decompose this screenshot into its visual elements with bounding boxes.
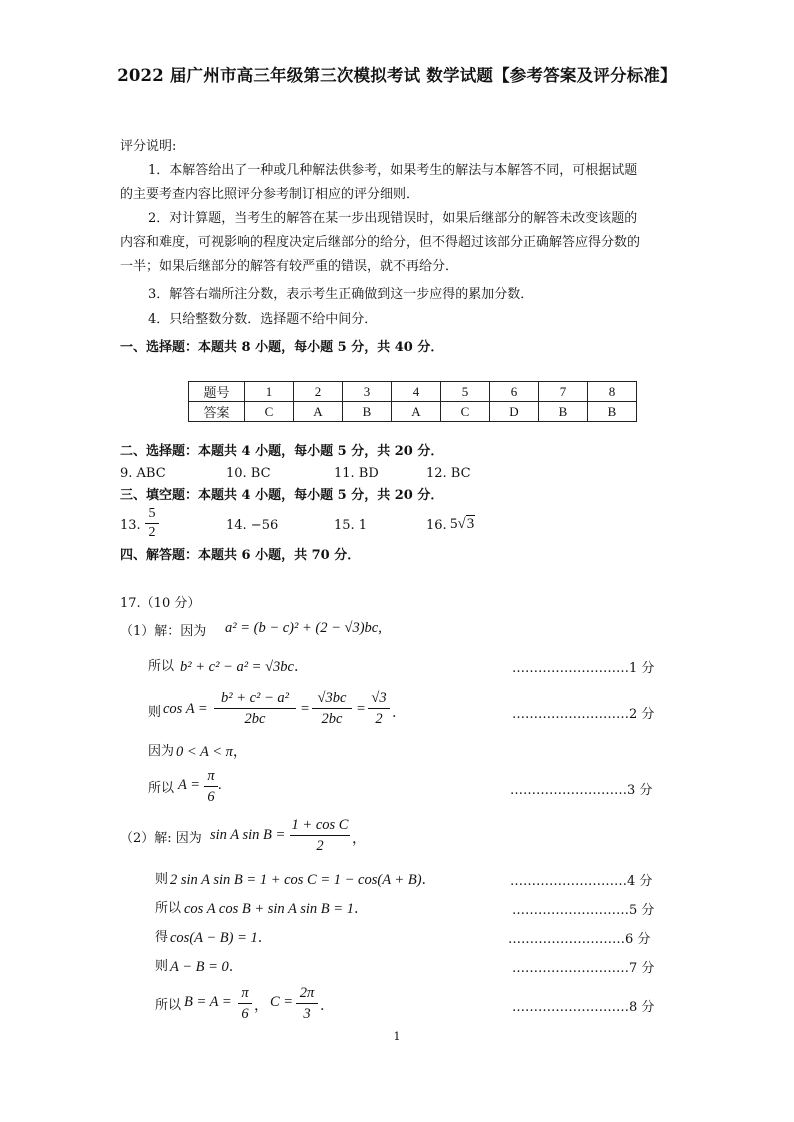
table-cell: 6 (490, 382, 539, 402)
answer-14: 14. −56 (226, 518, 279, 533)
answer-13-fraction (145, 505, 159, 542)
table-cell: B (539, 402, 588, 422)
section2-heading: 二、选择题：本题共 4 小题，每小题 5 分，共 20 分． (120, 444, 444, 459)
table-cell: 3 (343, 382, 392, 402)
note-2-line-3: 一半；如果后继部分的解答有较严重的错误，就不再给分． (120, 259, 459, 274)
table-cell: B (343, 402, 392, 422)
answer-table (188, 381, 637, 422)
period: . (218, 777, 222, 793)
table-cell: 5 (441, 382, 490, 402)
score-mark-3: ………………………3 分 (510, 783, 653, 798)
table-cell: A (294, 402, 343, 422)
radicand: 3 (466, 516, 475, 532)
q17-step5-fraction-2: 2π 3 (296, 983, 318, 1024)
table-cell: 7 (539, 382, 588, 402)
q17-line1-equation: b² + c² − a² = √3bc． (180, 659, 309, 675)
table-cell: A (392, 402, 441, 422)
q17-part1-label: （1）解：因为 (120, 624, 207, 639)
section3-heading: 三、填空题：本题共 4 小题，每小题 5 分，共 20 分． (120, 488, 444, 503)
q17-step4-equation: A − B = 0． (170, 959, 244, 975)
comma: ， (254, 998, 269, 1014)
table-cell: D (490, 402, 539, 422)
score-mark-8: ………………………8 分 (512, 1000, 655, 1015)
notes-heading: 评分说明: (120, 139, 177, 154)
page-title: 2022 届广州市高三年级第三次模拟考试 数学试题【参考答案及评分标准】 (117, 66, 677, 85)
table-cell: 4 (392, 382, 441, 402)
q17-line2-lhs: cos A = (163, 701, 208, 717)
q17-header: 17.（10 分） (120, 596, 201, 611)
score-mark-4: ………………………4 分 (510, 874, 653, 889)
score-mark-2: ………………………2 分 (512, 707, 655, 722)
page-number: 1 (393, 1030, 401, 1043)
q17-step4-prefix: 则 (155, 959, 169, 974)
radical-coefficient: 5 (450, 516, 458, 532)
answer-13-label: 13. (120, 518, 141, 533)
answer-11: 11. BD (334, 466, 379, 481)
answer-10: 10. BC (226, 466, 271, 481)
q17-step1-equation: 2 sin A sin B = 1 + cos C = 1 − cos(A + B)． (170, 872, 437, 888)
q17-step1-prefix: 则 (155, 872, 169, 887)
fraction-numerator: 5 (148, 506, 156, 521)
table-header-answer: 答案 (189, 402, 245, 422)
q17-line1-prefix: 所以 (148, 659, 175, 674)
sqrt-icon: √ (457, 516, 466, 532)
q17-part1-equation: a² = (b − c)² + (2 − √3)bc, (225, 620, 382, 636)
table-cell: 8 (588, 382, 637, 402)
q17-step3-prefix: 得 (155, 930, 169, 945)
note-1-line-1: 1．本解答给出了一种或几种解法供参考，如果考生的解法与本解答不同，可根据试题 (148, 163, 638, 178)
table-cell: C (245, 402, 294, 422)
table-cell: 1 (245, 382, 294, 402)
answer-12: 12. BC (426, 466, 471, 481)
q17-fraction-1: b² + c² − a² 2bc (214, 688, 296, 729)
q17-step3-equation: cos(A − B) = 1． (170, 930, 273, 946)
note-2-line-1: 2．对计算题，当考生的解答在某一步出现错误时，如果后继部分的解答未改变该题的 (148, 211, 638, 226)
q17-line3-equation: 0 < A < π， (176, 744, 248, 760)
score-mark-6: ………………………6 分 (508, 932, 651, 947)
table-row-numbers (189, 382, 637, 402)
q17-fraction-2: √3bc 2bc (312, 688, 352, 729)
equals-sign: = (356, 701, 366, 717)
q17-step5-fraction-1: π 6 (238, 983, 252, 1024)
table-cell: 2 (294, 382, 343, 402)
fraction-denominator: 2 (145, 523, 159, 542)
table-header-number: 题号 (189, 382, 245, 402)
q17-line4-fraction: π 6 (204, 766, 218, 807)
q17-step2-equation: cos A cos B + sin A sin B = 1． (184, 901, 369, 917)
period: ． (392, 705, 407, 721)
q17-line2-prefix: 则 (148, 705, 162, 720)
q17-step5-c: C = (270, 994, 294, 1010)
table-row-answers (189, 402, 637, 422)
q17-step2-prefix: 所以 (155, 901, 182, 916)
note-2-line-2: 内容和难度，可视影响的程度决定后继部分的给分，但不得超过该部分正确解答应得分数的 (120, 235, 641, 250)
period: ． (320, 998, 335, 1014)
answer-16-value (450, 514, 475, 534)
q17-fraction-3: √3 2 (368, 688, 390, 729)
section1-heading: 一、选择题：本题共 8 小题，每小题 5 分，共 40 分． (120, 340, 444, 355)
note-1-line-2: 的主要考查内容比照评分参考制订相应的评分细则． (120, 187, 420, 202)
table-cell: C (441, 402, 490, 422)
note-4: 4．只给整数分数．选择题不给中间分． (148, 312, 378, 327)
equals-sign: = (300, 701, 310, 717)
q17-part2-lhs: sin A sin B = (210, 827, 286, 843)
score-mark-5: ………………………5 分 (512, 903, 655, 918)
q17-step5-lhs: B = A = (184, 994, 232, 1010)
section4-heading: 四、解答题：本题共 6 小题，共 70 分． (120, 548, 361, 563)
table-cell: B (588, 402, 637, 422)
score-mark-7: ………………………7 分 (512, 961, 655, 976)
q17-step5-prefix: 所以 (155, 998, 182, 1013)
q17-part2-label: （2）解: 因为 (120, 831, 202, 846)
answer-9: 9. ABC (120, 466, 166, 481)
score-mark-1: ………………………1 分 (512, 661, 655, 676)
answer-16-label: 16. (426, 518, 447, 533)
q17-line3-prefix: 因为 (148, 744, 175, 759)
q17-part2-fraction: 1 + cos C 2 (291, 817, 349, 854)
q17-line4-lhs: A = (178, 777, 201, 793)
note-3: 3．解答右端所注分数，表示考生正确做到这一步应得的累加分数． (148, 287, 534, 302)
answer-15: 15. 1 (334, 518, 368, 533)
comma: ， (352, 831, 367, 847)
q17-line4-prefix: 所以 (148, 781, 175, 796)
